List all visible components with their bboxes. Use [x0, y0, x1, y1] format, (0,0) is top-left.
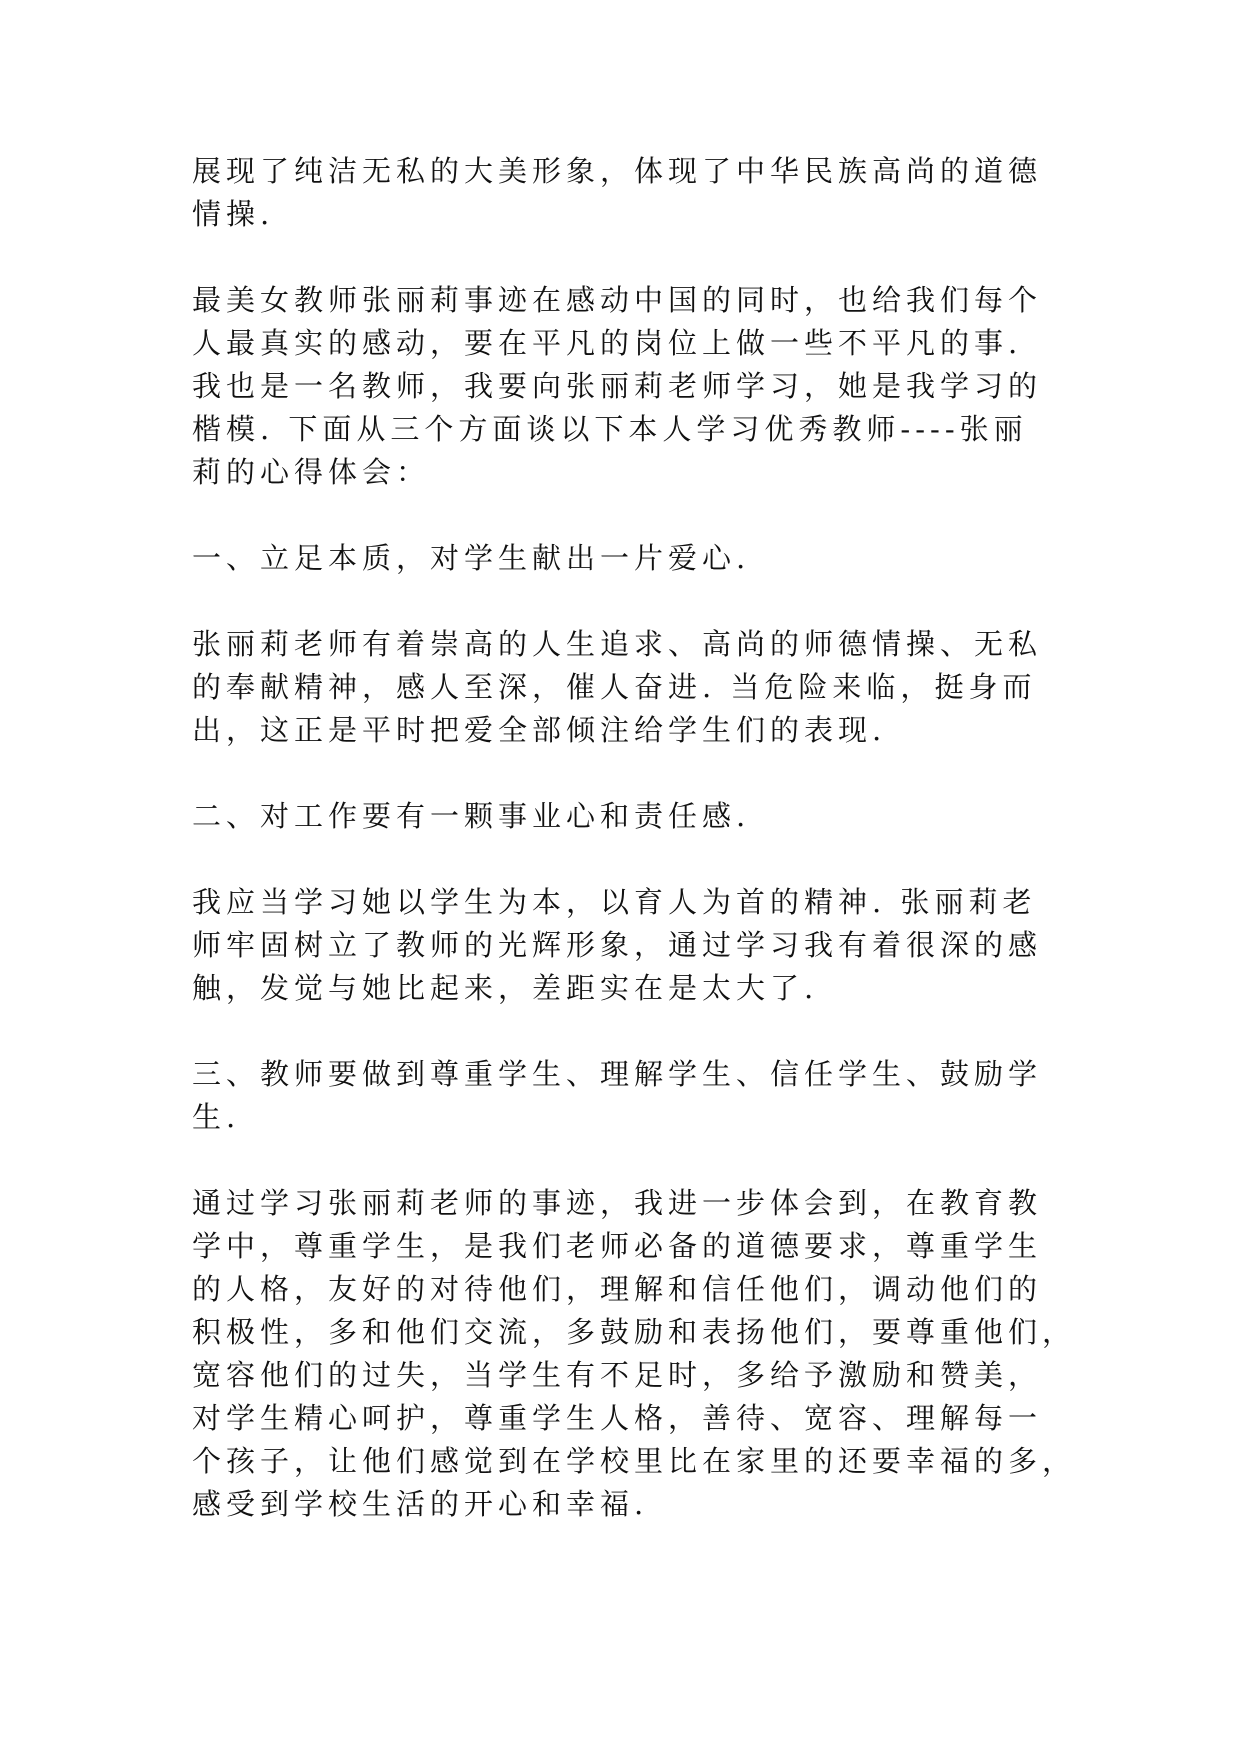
text-line: 张丽莉老师有着崇高的人生追求、高尚的师德情操、无私 — [192, 627, 1043, 661]
text-line: 我也是一名教师，我要向张丽莉老师学习，她是我学习的 — [192, 369, 1043, 403]
text-line: 对学生精心呵护，尊重学生人格，善待、宽容、理解每一 — [192, 1401, 1043, 1435]
paragraph-4 — [192, 881, 1054, 1010]
paragraph-2 — [192, 279, 1054, 494]
document-body — [192, 150, 1077, 1569]
text-line: 通过学习张丽莉老师的事迹，我进一步体会到，在教育教 — [192, 1186, 1043, 1220]
text-line: 个孩子，让他们感觉到在学校里比在家里的还要幸福的多， — [192, 1444, 1077, 1478]
paragraph-3 — [192, 623, 1054, 752]
heading-line: 三、教师要做到尊重学生、理解学生、信任学生、鼓励学 — [192, 1057, 1043, 1091]
text-line: 出，这正是平时把爱全部倾注给学生们的表现. — [192, 713, 887, 747]
text-line: 人最真实的感动，要在平凡的岗位上做一些不平凡的事. — [192, 326, 1023, 360]
text-line: 积极性，多和他们交流，多鼓励和表扬他们，要尊重他们， — [192, 1315, 1077, 1349]
section-heading-1 — [192, 537, 1054, 580]
text-line: 学中，尊重学生，是我们老师必备的道德要求，尊重学生 — [192, 1229, 1043, 1263]
heading-line: 二、对工作要有一颗事业心和责任感. — [192, 799, 751, 833]
heading-line: 生. — [192, 1100, 241, 1134]
text-line: 我应当学习她以学生为本，以育人为首的精神. 张丽莉老 — [192, 885, 1037, 919]
text-line: 情操. — [192, 197, 275, 231]
text-line: 师牢固树立了教师的光辉形象，通过学习我有着很深的感 — [192, 928, 1043, 962]
text-line: 莉的心得体会： — [192, 455, 431, 489]
text-line: 触，发觉与她比起来，差距实在是太大了. — [192, 971, 819, 1005]
text-line: 最美女教师张丽莉事迹在感动中国的同时，也给我们每个 — [192, 283, 1043, 317]
text-line: 的人格，友好的对待他们，理解和信任他们，调动他们的 — [192, 1272, 1043, 1306]
text-line: 的奉献精神，感人至深，催人奋进. 当危险来临，挺身而 — [192, 670, 1037, 704]
text-line: 楷模. 下面从三个方面谈以下本人学习优秀教师----张丽 — [192, 412, 1028, 446]
paragraph-5 — [192, 1182, 1077, 1526]
section-heading-3 — [192, 1053, 1054, 1139]
section-heading-2 — [192, 795, 1054, 838]
text-line: 宽容他们的过失，当学生有不足时，多给予激励和赞美， — [192, 1358, 1043, 1392]
text-line: 感受到学校生活的开心和幸福. — [192, 1487, 649, 1521]
heading-line: 一、立足本质，对学生献出一片爱心. — [192, 541, 751, 575]
text-line: 展现了纯洁无私的大美形象，体现了中华民族高尚的道德 — [192, 154, 1043, 188]
paragraph-1 — [192, 150, 1054, 236]
